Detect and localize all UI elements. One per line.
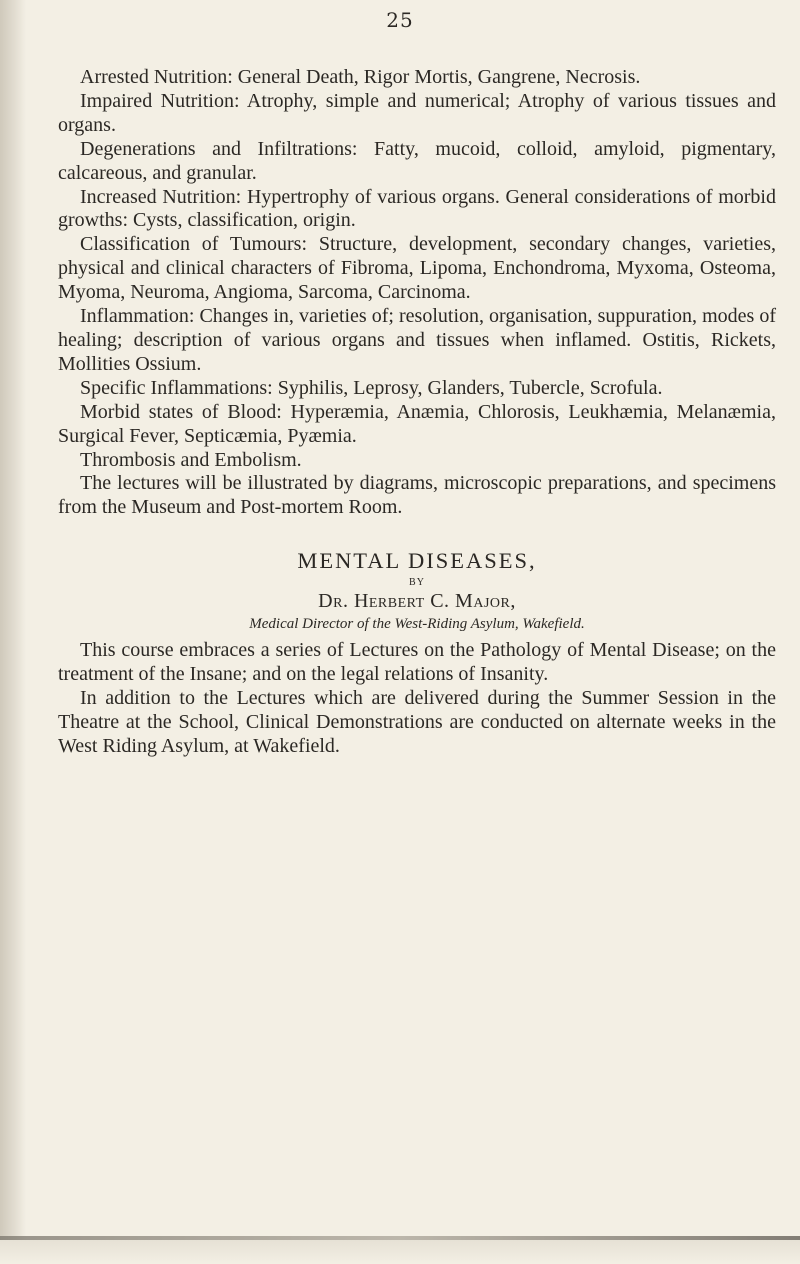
section-title: MENTAL DISEASES, xyxy=(297,548,537,574)
mental-paragraph: This course embraces a series of Lectures on the Pathology of Mental Disease; on the treatment of the Insane; and on the legal relations of Insanity. xyxy=(58,639,776,686)
pathology-paragraph: Thrombosis and Embolism. xyxy=(80,448,302,471)
pathology-paragraph: Morbid states of Blood: Hyperæmia, Anæmia, Chlorosis, Leukhæmia, Melanæmia, Surgical Fever, Septicæmia, Pyæmia. xyxy=(58,400,776,447)
pathology-paragraph: Classification of Tumours: Structure, development, secondary changes, varieties, physical and clinical characters of Fibroma, Lipoma, Enchondroma, Myxoma, Osteoma, Myoma, Neuroma, Angioma, Sarcoma, Carcinoma. xyxy=(58,233,776,304)
pathology-paragraph: Inflammation: Changes in, varieties of; resolution, organisation, suppuration, modes of healing; description of various organs and tissues when inflamed. Ostitis, Rickets, Mollities Ossium. xyxy=(58,305,776,375)
pathology-paragraph: Degenerations and Infiltrations: Fatty, mucoid, colloid, amyloid, pigmentary, calcareous, and granular. xyxy=(58,137,776,184)
mental-paragraph: In addition to the Lectures which are delivered during the Summer Session in the Theatre at the School, Clinical Demonstrations are conducted on alternate weeks in the West Riding Asylum, at Wakefield. xyxy=(58,687,776,757)
page-edge-shadow xyxy=(0,1240,800,1264)
pathology-paragraph: Impaired Nutrition: Atrophy, simple and numerical; Atrophy of various tissues and organs. xyxy=(58,89,776,136)
pathology-paragraph: Specific Inflammations: Syphilis, Leprosy, Glanders, Tubercle, Scrofula. xyxy=(80,376,663,399)
byline-by: BY xyxy=(409,577,425,589)
page-number: 25 xyxy=(386,8,414,32)
book-spine-shadow xyxy=(0,0,26,1264)
author-name: Dr. Herbert C. Major, xyxy=(318,590,516,613)
pathology-paragraph: Arrested Nutrition: General Death, Rigor Mortis, Gangrene, Necrosis. xyxy=(80,66,641,88)
pathology-paragraph: The lectures will be illustrated by diagrams, microscopic preparations, and specimens from the Museum and Post-mortem Room. xyxy=(58,472,776,519)
pathology-paragraph: Increased Nutrition: Hypertrophy of various organs. General considerations of morbid growths: Cysts, classification, origin. xyxy=(58,185,776,232)
page-body xyxy=(58,66,776,759)
author-affiliation: Medical Director of the West-Riding Asylum, Wakefield. xyxy=(249,616,585,633)
